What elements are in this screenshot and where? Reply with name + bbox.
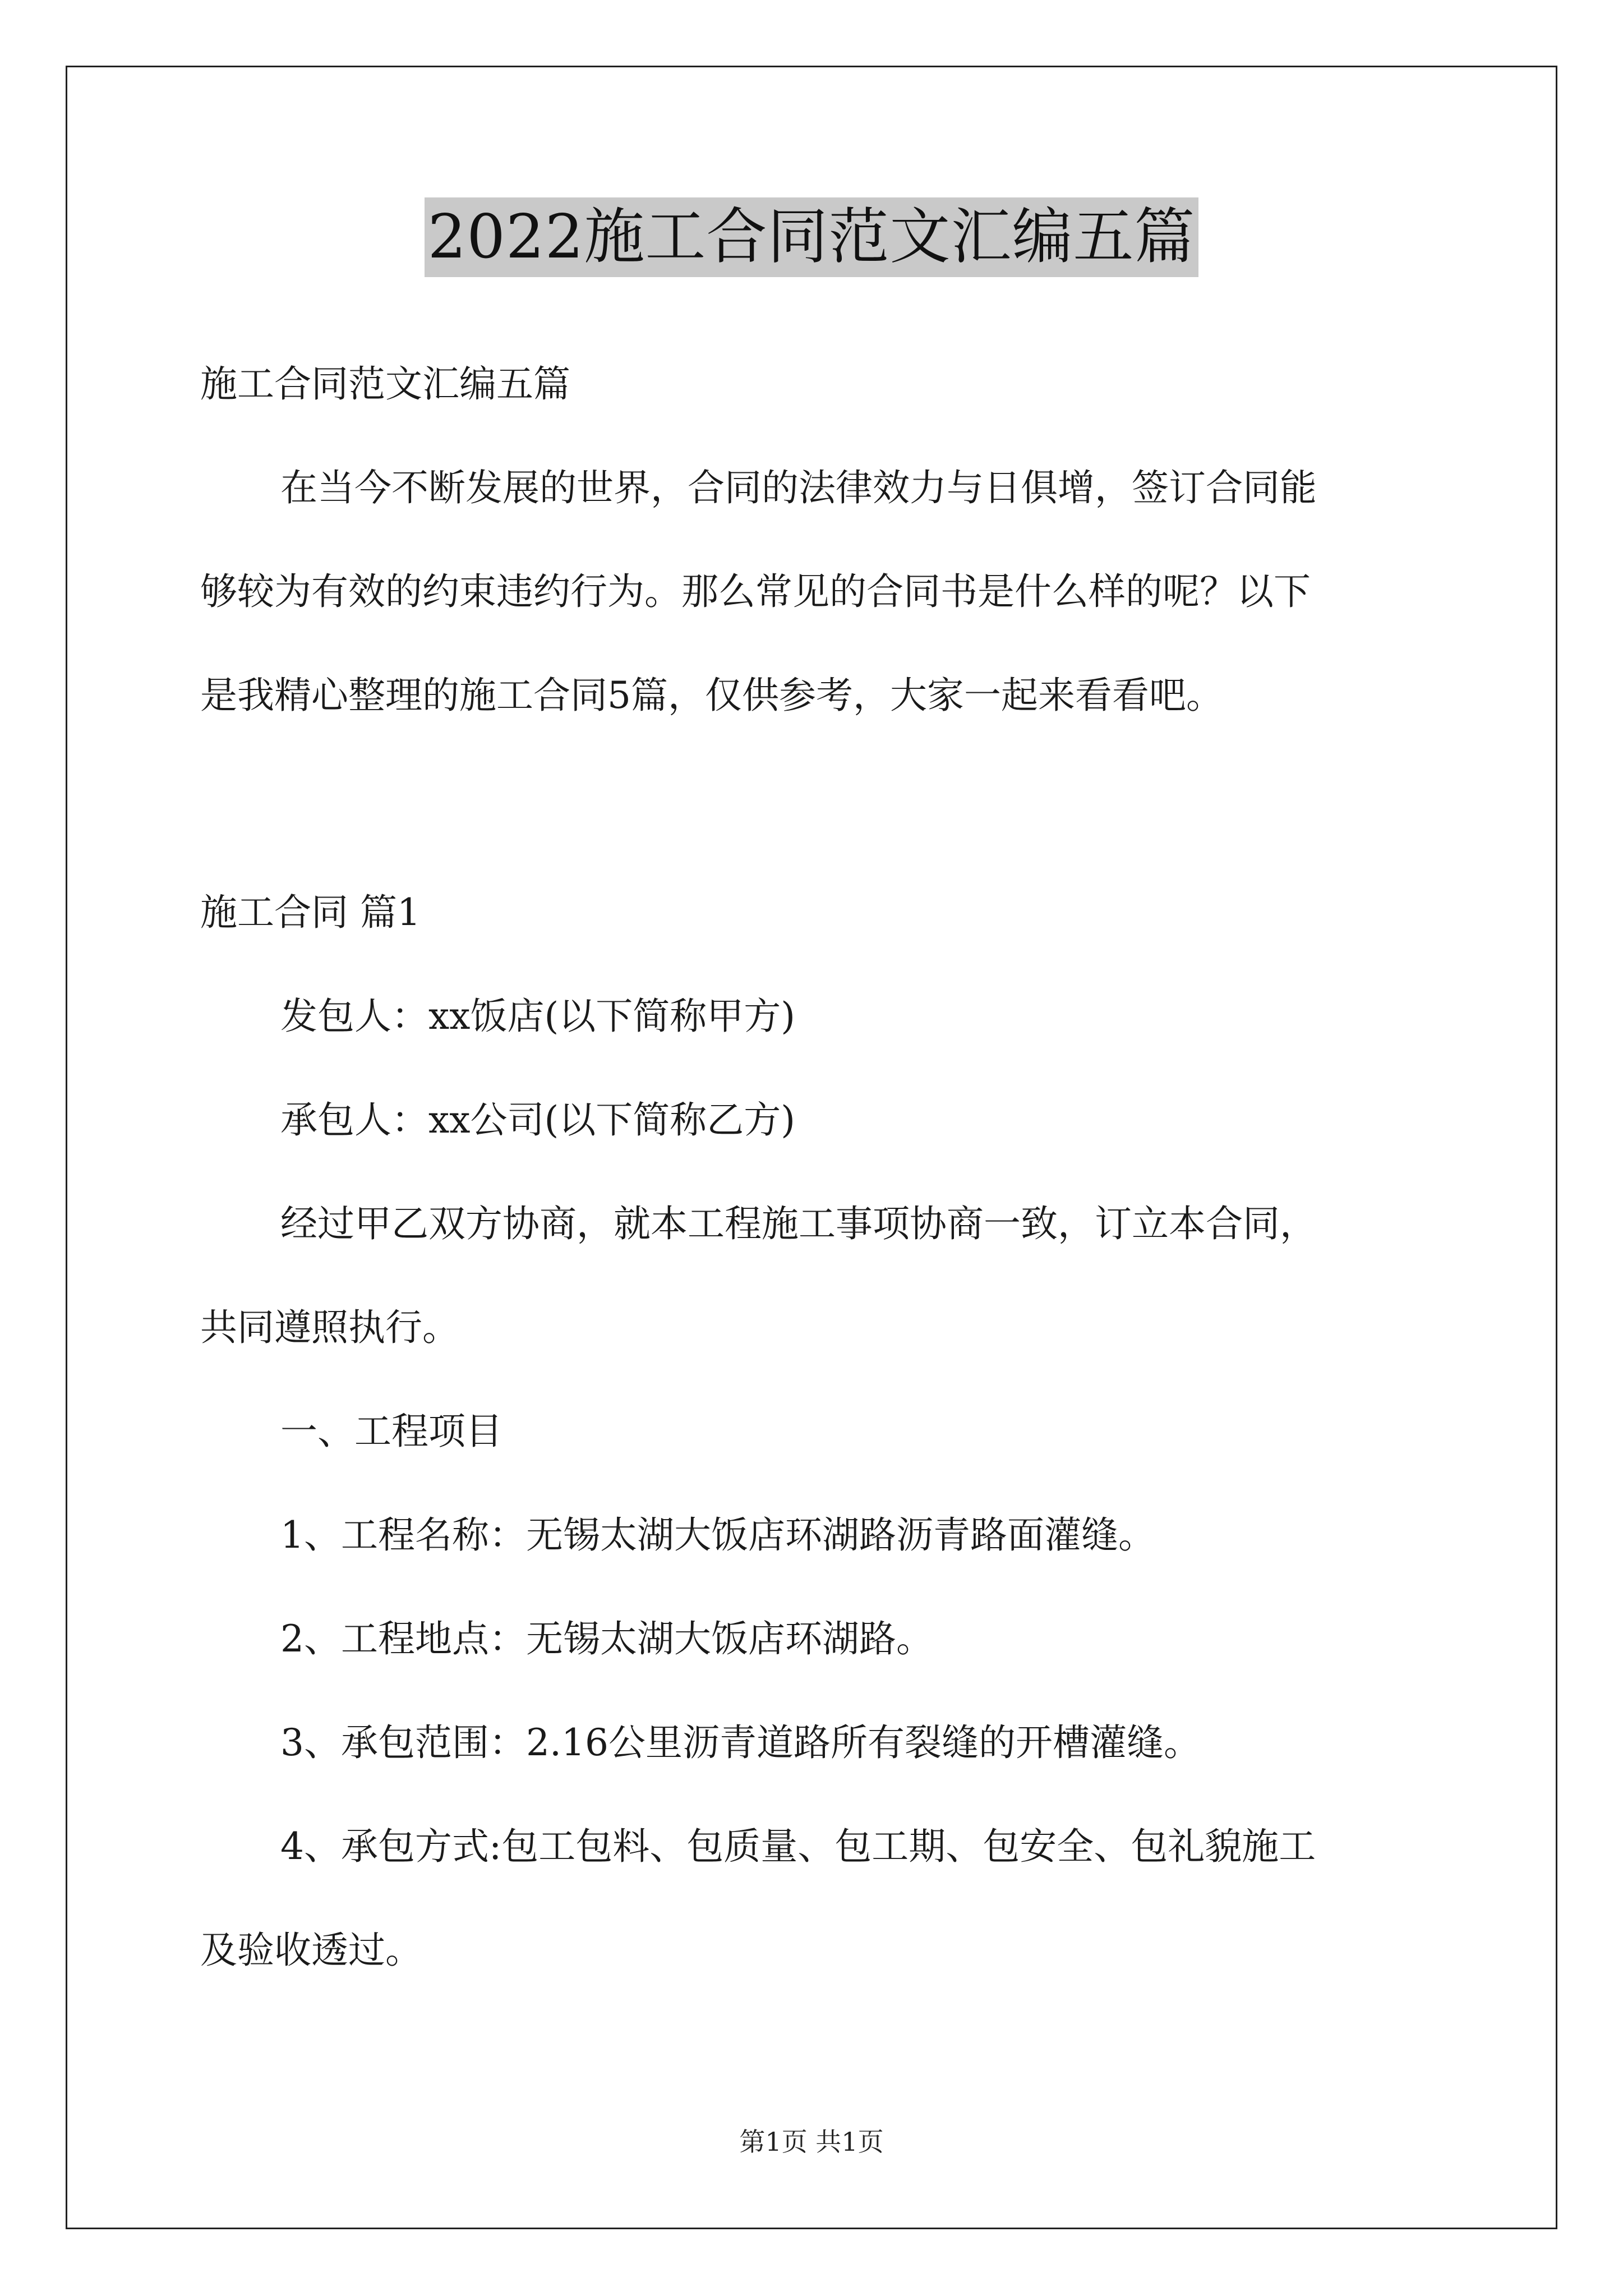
page-footer: 第1页 共1页 <box>739 2127 884 2157</box>
agreement-line-2: 共同遵照执行。 <box>200 1306 459 1349</box>
clause-heading: 一、工程项目 <box>280 1410 502 1453</box>
title-container <box>0 197 1623 277</box>
clause-item-2: 2、工程地点：无锡太湖大饭店环湖路。 <box>280 1617 933 1660</box>
clause-item-4-line-2: 及验收透过。 <box>200 1929 422 1972</box>
section-heading: 施工合同 篇1 <box>200 891 421 934</box>
contractor-line: 承包人：xx公司(以下简称乙方) <box>280 1098 795 1142</box>
subtitle-line: 施工合同范文汇编五篇 <box>200 362 570 406</box>
intro-paragraph-line-2: 够较为有效的约束违约行为。那么常见的合同书是什么样的呢？以下 <box>200 570 1311 613</box>
clause-item-4-line-1: 4、承包方式:包工包料、包质量、包工期、包安全、包礼貌施工 <box>280 1825 1316 1868</box>
agreement-line-1: 经过甲乙双方协商，就本工程施工事项协商一致，订立本合同， <box>280 1202 1317 1245</box>
clause-item-3: 3、承包范围：2.16公里沥青道路所有裂缝的开槽灌缝。 <box>280 1721 1201 1764</box>
document-title: 2022施工合同范文汇编五篇 <box>425 197 1199 277</box>
clause-item-1: 1、工程名称：无锡太湖大饭店环湖路沥青路面灌缝。 <box>280 1513 1155 1557</box>
intro-paragraph-line-3: 是我精心整理的施工合同5篇，仅供参考，大家一起来看看吧。 <box>200 674 1223 717</box>
intro-paragraph-line-1: 在当今不断发展的世界，合同的法律效力与日俱增，签订合同能 <box>280 466 1317 509</box>
employer-line: 发包人：xx饭店(以下简称甲方) <box>280 995 795 1038</box>
